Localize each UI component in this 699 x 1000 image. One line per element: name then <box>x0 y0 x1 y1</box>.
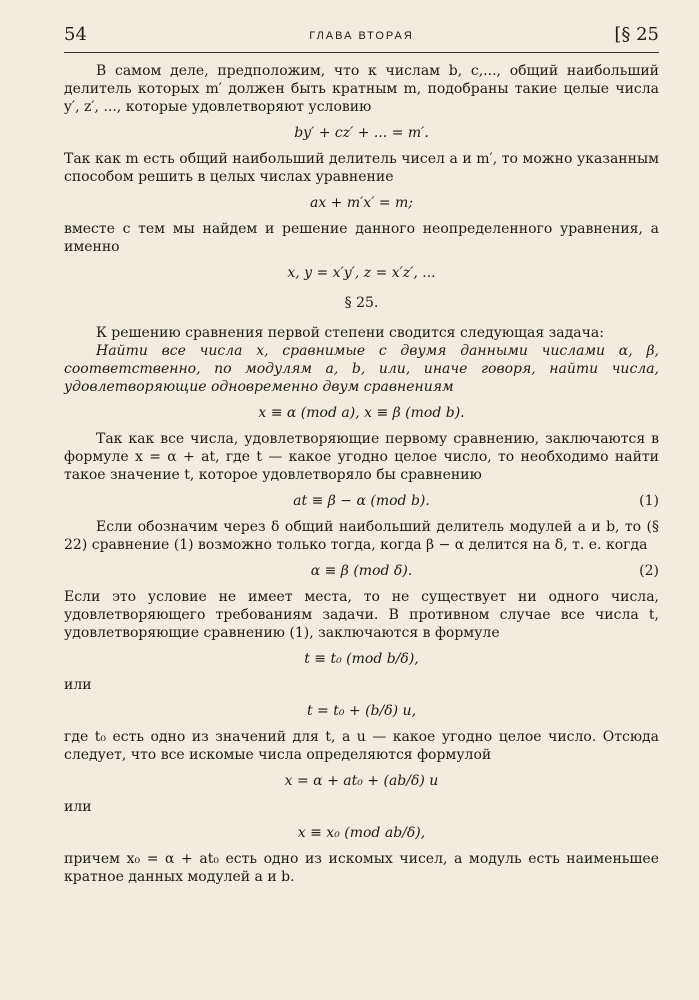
formula-5-text: at ≡ β − α (mod b). <box>293 493 430 509</box>
formula-9: x = α + at₀ + (ab/δ) u <box>284 773 439 789</box>
page-header <box>64 24 659 48</box>
equation-number-1: (1) <box>639 493 659 509</box>
formula-7: t ≡ t₀ (mod b/δ), <box>304 651 419 667</box>
paragraph-4: К решению сравнения первой степени сводится следующая задача: <box>96 325 604 341</box>
equation-number-2: (2) <box>639 563 659 579</box>
header-rule <box>64 52 659 53</box>
formula-5 <box>64 492 659 510</box>
paragraph-3: вместе с тем мы найдем и решение данного неопределенного уравнения, а именно <box>64 221 659 255</box>
formula-6-text: α ≡ β (mod δ). <box>310 563 413 579</box>
paragraph-6: Если обозначим через δ общий наибольший делитель модулей a и b, то (§ 22) сравнение (1) возможно только тогда, когда β − α делится на δ, т. е. когда <box>64 519 659 553</box>
paragraph-8: где t₀ есть одно из значений для t, а u — какое угодно целое число. Отсюда следует, что все искомые числа определяются формулой <box>64 729 659 763</box>
section-reference: [§ 25 <box>614 24 659 45</box>
running-head: ГЛАВА ВТОРАЯ <box>309 30 414 42</box>
formula-4: x ≡ α (mod a), x ≡ β (mod b). <box>258 405 465 421</box>
paragraph-2: Так как m есть общий наибольший делитель чисел a и m′, то можно указанным способом решить в целых числах уравнение <box>64 151 659 185</box>
paragraph-5: Так как все числа, удовлетворяющие первому сравнению, заключаются в формуле x = α + at, где t — какое угодно целое число, то необходимо найти такое значение t, которое удовлетворяло бы сравнению <box>64 431 659 483</box>
paragraph-1: В самом деле, предположим, что к числам b, c,..., общий наибольший делитель которых m′ должен быть кратным m, подобраны такие целые числа y′, z′, ..., которые удовлетворяют условию <box>64 63 659 115</box>
section-title: § 25. <box>344 295 379 311</box>
paragraph-4-italic: Найти все числа x, сравнимые с двумя данными числами α, β, соответственно, по модулям a, b, или, иначе говоря, найти числа, удовлетворяющие одновременно двум сравнениям <box>64 343 659 395</box>
formula-10: x ≡ x₀ (mod ab/δ), <box>297 825 426 841</box>
or-1: или <box>64 677 92 693</box>
formula-3: x, y = x′y′, z = x′z′, ... <box>287 265 436 281</box>
formula-1: by′ + cz′ + ... = m′. <box>294 125 429 141</box>
formula-6 <box>64 562 659 580</box>
formula-2: ax + m′x′ = m; <box>309 195 414 211</box>
or-2: или <box>64 799 92 815</box>
page-number: 54 <box>64 24 87 45</box>
page-body <box>64 62 659 886</box>
paragraph-7: Если это условие не имеет места, то не существует ни одного числа, удовлетворяющего требованиям задачи. В противном случае все числа t, удовлетворяющие сравнению (1), заключаются в формуле <box>64 589 659 641</box>
paragraph-9: причем x₀ = α + at₀ есть одно из искомых чисел, а модуль есть наименьшее кратное данных модулей a и b. <box>64 851 659 885</box>
formula-8: t = t₀ + (b/δ) u, <box>306 703 417 719</box>
